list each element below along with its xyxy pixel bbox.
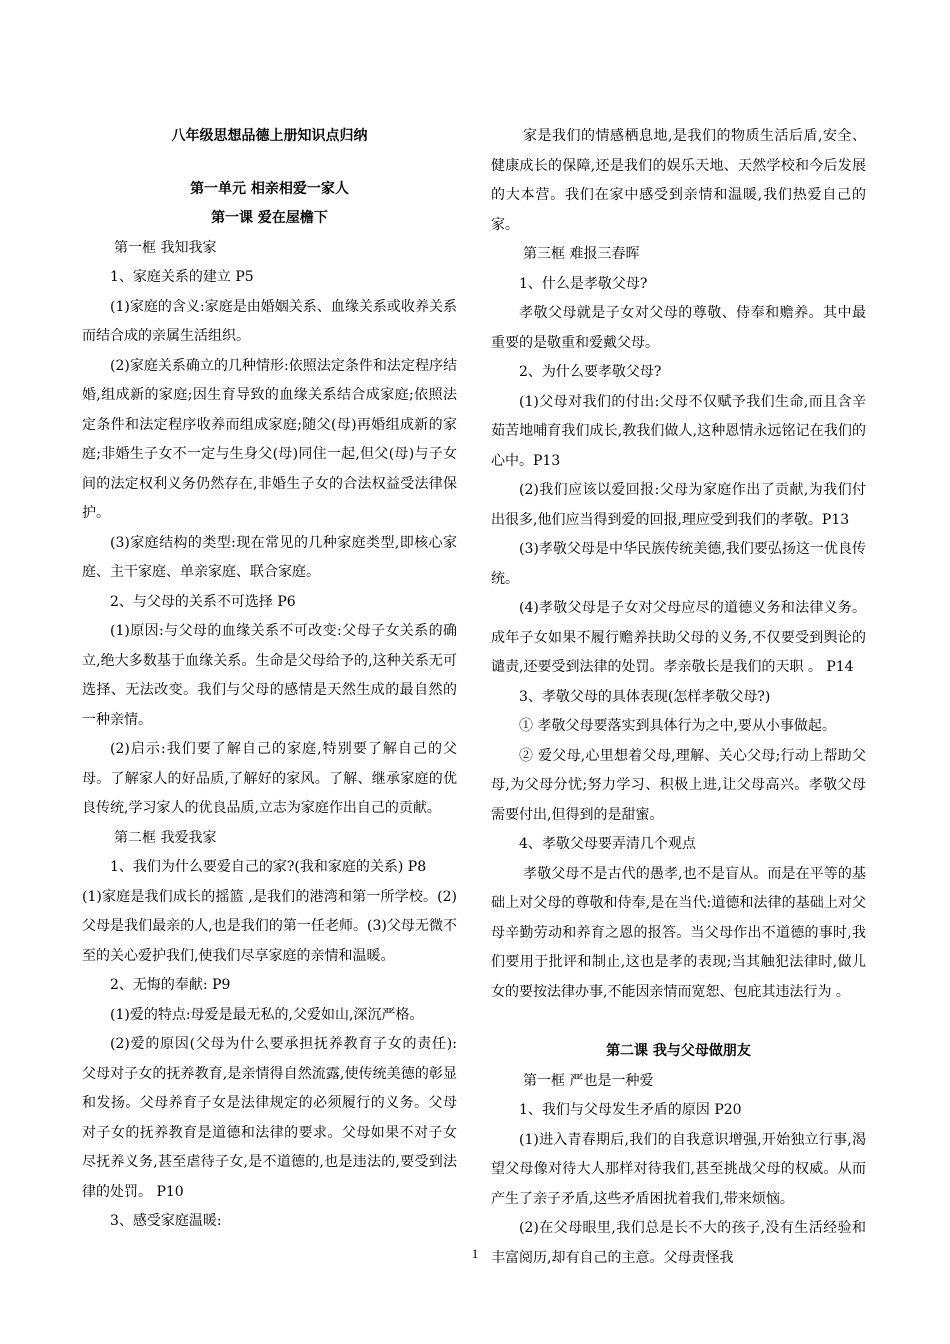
paragraph: ① 孝敬父母要落实到具体行为之中,要从小事做起。 (519, 718, 836, 734)
lesson-title: 第一课 爱在屋檐下 (211, 210, 328, 226)
paragraph: 2、为什么要孝敬父母? (519, 364, 662, 380)
section-heading: 第一框 严也是一种爱 (523, 1072, 654, 1089)
right-column (491, 122, 866, 1273)
paragraph: 4、孝敬父母要弄清几个观点 (519, 836, 696, 852)
section-heading: 第三框 难报三春晖 (523, 246, 640, 262)
paragraph: (2)启示:我们要了解自己的家庭,特别要了解自己的父母。了解家人的好品质,了解好的家风。了解、继承家庭的优良传统,学习家人的优良品质,立志为家庭作出自己的贡献。 (82, 741, 457, 816)
paragraph: 1、什么是孝敬父母? (519, 275, 648, 292)
document-title: 八年级思想品德上册知识点归纳 (171, 128, 368, 144)
paragraph: 2、无悔的奉献: P9 (110, 977, 231, 993)
paragraph: (2)在父母眼里,我们总是长不大的孩子,没有生活经验和丰富阅历,却有自己的主意。父母责怪我 (491, 1220, 866, 1266)
paragraph: (3)家庭结构的类型:现在常见的几种家庭类型,即核心家庭、主干家庭、单亲家庭、联合家庭。 (82, 534, 457, 580)
left-column (82, 122, 457, 1237)
paragraph: (2)爱的原因(父母为什么要承担抚养教育子女的责任): 父母对子女的抚养教育,是亲情得自然流露,使传统美德的彰显和发扬。父母养育子女是法律规定的必须履行的义务。父母对子女的抚养教育是道德和法律的要求。父母如果不对子女尽抚养义务,甚至虐待子女,是不道德的,也是违法的,要受到法律的处罚。 P10 (82, 1036, 457, 1200)
paragraph: (1)家庭是我们成长的摇篮 ,是我们的港湾和第一所学校。(2)父母是我们最亲的人,也是我们的第一任老师。(3)父母无微不至的关心爱护我们,使我们尽享家庭的亲情和温暖。 (82, 888, 457, 964)
paragraph: (1)爱的特点:母爱是最无私的,父爱如山,深沉严格。 (110, 1006, 424, 1023)
paragraph: (1)进入青春期后,我们的自我意识增强,开始独立行事,渴望父母像对待大人那样对待我们,甚至挑战父母的权威。从而产生了亲子矛盾,这些矛盾困扰着我们,带来烦恼。 (491, 1131, 866, 1207)
paragraph: (1)家庭的含义:家庭是由婚姻关系、血缘关系或收养关系而结合成的亲属生活组织。 (82, 298, 457, 344)
paragraph: 2、与父母的关系不可选择 P6 (110, 593, 296, 610)
paragraph: 孝敬父母就是子女对父母的尊敬、侍奉和赡养。其中最重要的是敬重和爱戴父母。 (491, 305, 866, 351)
paragraph: 1、我们为什么要爱自己的家?(我和家庭的关系) P8 (110, 859, 427, 875)
paragraph: (1)父母对我们的付出:父母不仅赋予我们生命,而且含辛茹苦地哺育我们成长,教我们做人,这种恩情永远铭记在我们的心中。P13 (491, 393, 866, 469)
page-number: 1 (471, 1246, 479, 1261)
paragraph: 家是我们的情感栖息地,是我们的物质生活后盾,安全、健康成长的保障,还是我们的娱乐天地、天然学校和今后发展的大本营。我们在家中感受到亲情和温暖,我们热爱自己的家。 (491, 128, 866, 233)
lesson-title: 第二课 我与父母做朋友 (606, 1043, 751, 1059)
paragraph: ② 爱父母,心里想着父母,理解、关心父母;行动上帮助父母,为父母分忧;努力学习、积极上进,让父母高兴。孝敬父母需要付出,但得到的是甜蜜。 (491, 747, 866, 823)
unit-title: 第一单元 相亲相爱一家人 (190, 180, 349, 197)
paragraph: 1、家庭关系的建立 P5 (110, 269, 254, 285)
section-heading: 第一框 我知我家 (114, 239, 217, 256)
paragraph: (4)孝敬父母是子女对父母应尽的道德义务和法律义务。成年子女如果不履行赡养扶助父母的义务,不仅要受到舆论的谴责,还要受到法律的处罚。孝亲敬长是我们的天职 。 P14 (491, 600, 866, 675)
paragraph: 3、孝敬父母的具体表现(怎样孝敬父母?) (519, 688, 771, 705)
paragraph: 孝敬父母不是古代的愚孝,也不是盲从。而是在平等的基础上对父母的尊敬和侍奉,是在当代:道德和法律的基础上对父母辛勤劳动和养育之恩的报答。当父母作出不道德的事时,我们要用于批评和制止,这也是孝的表现;当其触犯法律时,做儿女的要按法律办事,不能因亲情而宽恕、包庇其违法行为 。 (491, 865, 866, 1000)
paragraph: 3、感受家庭温暖: (110, 1213, 222, 1229)
paragraph: (3)孝敬父母是中华民族传统美德,我们要弘扬这一优良传统。 (491, 541, 866, 587)
paragraph: (2)我们应该以爱回报:父母为家庭作出了贡献,为我们付出很多,他们应当得到爱的回报,理应受到我们的孝敬。P13 (491, 482, 866, 528)
paragraph: 1、我们与父母发生矛盾的原因 P20 (519, 1102, 742, 1118)
paragraph: (2)家庭关系确立的几种情形:依照法定条件和法定程序结婚,组成新的家庭;因生育导致的血缘关系结合成家庭;依照法定条件和法定程序收养而组成家庭;随父(母)再婚组成新的家庭;非婚生子女不一定与生身父(母)同住一起,但父(母)与子女间的法定权利义务仍然存在,非婚生子女的合法权益受法律保护。 (82, 357, 457, 521)
section-heading: 第二框 我爱我家 (114, 829, 217, 846)
paragraph: (1)原因:与父母的血缘关系不可改变:父母子女关系的确立,绝大多数基于血缘关系。生命是父母给予的,这种关系无可选择、无法改变。我们与父母的感情是天然生成的最自然的一种亲情。 (82, 623, 457, 728)
